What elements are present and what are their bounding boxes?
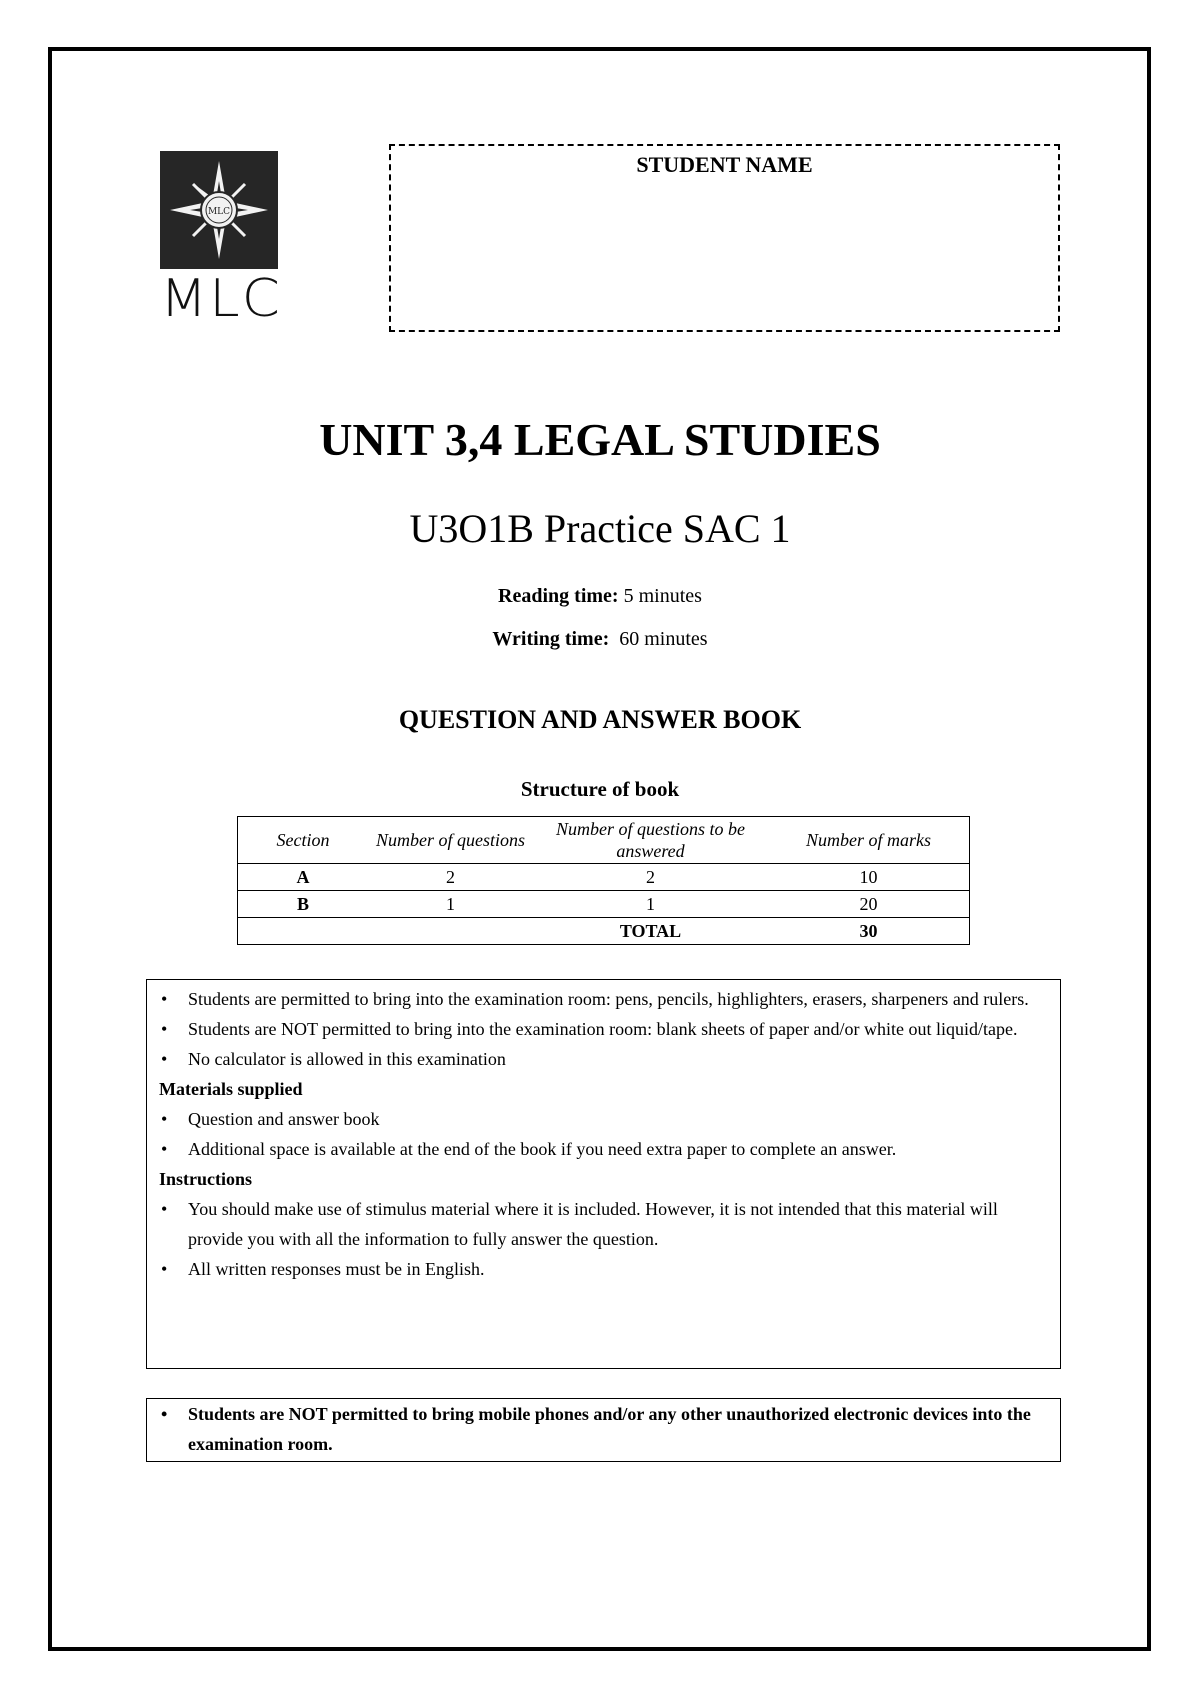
cell-questions: 2 xyxy=(368,864,533,891)
student-name-label: STUDENT NAME xyxy=(636,152,813,177)
reading-time xyxy=(0,585,1200,608)
page-subtitle: U3O1B Practice SAC 1 xyxy=(409,506,791,551)
list-item: • All written responses must be in English. xyxy=(159,1254,1048,1284)
logo-wordmark: MLC xyxy=(160,269,282,329)
materials-list xyxy=(159,1104,1048,1164)
table-total-row xyxy=(238,918,970,945)
svg-text:MLC: MLC xyxy=(207,207,231,217)
header-section: Section xyxy=(238,817,369,864)
list-item: • Question and answer book xyxy=(159,1104,1048,1134)
header-answered: Number of questions to be answered xyxy=(533,817,768,864)
cell-empty xyxy=(368,918,533,945)
table-row xyxy=(238,891,970,918)
book-title: QUESTION AND ANSWER BOOK xyxy=(398,705,802,734)
warning-item: • Students are NOT permitted to bring mobile phones and/or any other unauthorized electronic devices into the examination room. xyxy=(159,1399,1048,1459)
structure-title: Structure of book xyxy=(520,777,680,801)
reading-time-value: 5 minutes xyxy=(623,585,702,607)
student-name-box[interactable] xyxy=(389,144,1060,332)
header-marks: Number of marks xyxy=(768,817,970,864)
writing-time-value: 60 minutes xyxy=(619,628,708,650)
header-questions: Number of questions xyxy=(368,817,533,864)
list-item: • Additional space is available at the end of the book if you need extra paper to complete an answer. xyxy=(159,1134,1048,1164)
rules-list xyxy=(159,984,1048,1074)
list-item: • Students are permitted to bring into the examination room: pens, pencils, highlighters, erasers, sharpeners and rulers. xyxy=(159,984,1048,1014)
total-label: TOTAL xyxy=(533,918,768,945)
cell-answered: 2 xyxy=(533,864,768,891)
school-logo xyxy=(160,151,284,329)
structure-table xyxy=(237,816,970,945)
cell-marks: 10 xyxy=(768,864,970,891)
rules-box xyxy=(146,979,1061,1369)
cell-section: B xyxy=(238,891,369,918)
instructions-heading: Instructions xyxy=(159,1169,253,1189)
compass-star-crest-icon xyxy=(160,151,278,269)
materials-heading: Materials supplied xyxy=(159,1079,303,1099)
page-title: UNIT 3,4 LEGAL STUDIES xyxy=(319,414,881,465)
cell-section: A xyxy=(238,864,369,891)
warning-box xyxy=(146,1398,1061,1462)
total-marks: 30 xyxy=(768,918,970,945)
writing-time-label: Writing time: xyxy=(492,628,610,650)
cell-answered: 1 xyxy=(533,891,768,918)
cell-marks: 20 xyxy=(768,891,970,918)
warning-list xyxy=(159,1399,1048,1459)
list-item: • You should make use of stimulus material where it is included. However, it is not intended that this material will provide you with all the information to fully answer the question. xyxy=(159,1194,1048,1254)
table-row xyxy=(238,864,970,891)
cell-questions: 1 xyxy=(368,891,533,918)
list-item: • Students are NOT permitted to bring into the examination room: blank sheets of paper and/or white out liquid/tape. xyxy=(159,1014,1048,1044)
instructions-list xyxy=(159,1194,1048,1284)
table-header-row xyxy=(238,817,970,864)
writing-time xyxy=(0,628,1200,651)
cell-empty xyxy=(238,918,369,945)
reading-time-label: Reading time: xyxy=(498,585,619,607)
list-item: • No calculator is allowed in this examination xyxy=(159,1044,1048,1074)
